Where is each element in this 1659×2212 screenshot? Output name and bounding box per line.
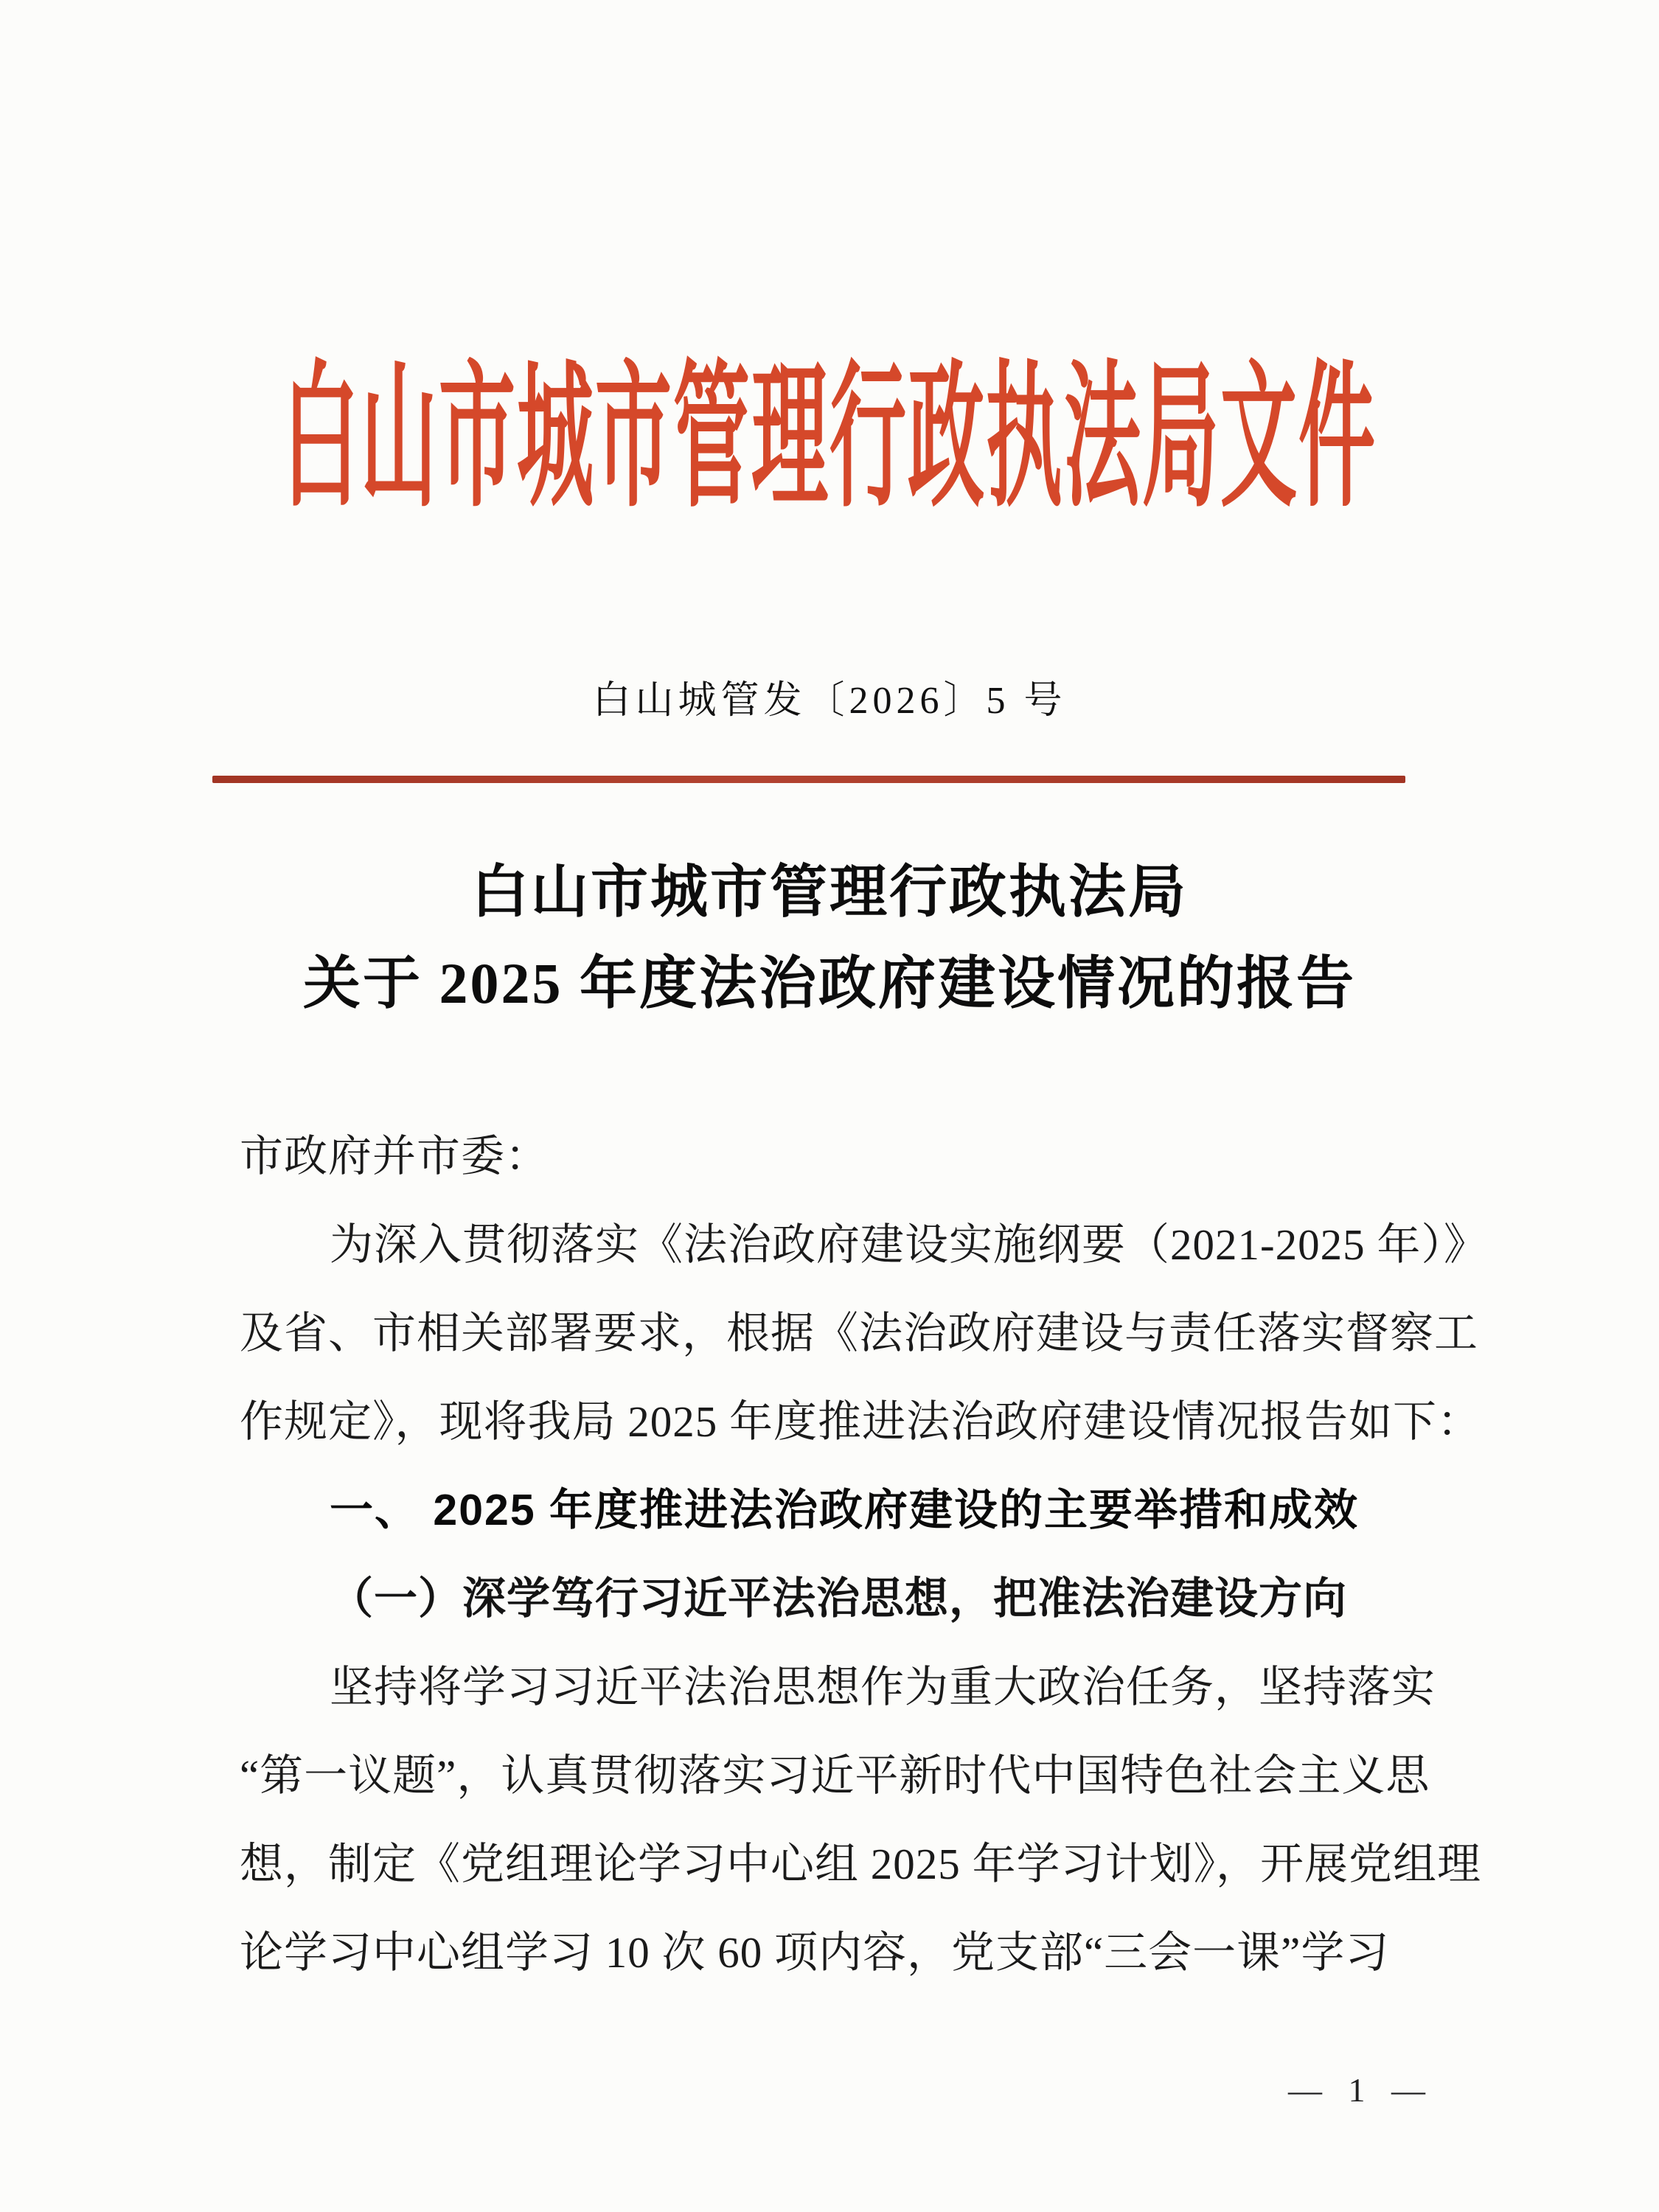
body-line: 论学习中心组学习 10 次 60 项内容，党支部“三会一课”学习 <box>240 1928 1390 1977</box>
body-line: 坚持将学习习近平法治思想作为重大政治任务，坚持落实 <box>330 1663 1436 1711</box>
document-body <box>240 1112 1488 1997</box>
body-line: 及省、市相关部署要求，根据《法治政府建设与责任落实督察工 <box>240 1309 1479 1357</box>
section-heading: 一、 2025 年度推进法治政府建设的主要举措和成效 <box>330 1486 1360 1534</box>
red-divider-line <box>212 776 1405 783</box>
document-number: 白山城管发〔2026〕5 号 <box>592 680 1067 722</box>
body-line: “第一议题”，认真贯彻落实习近平新时代中国特色社会主义思 <box>240 1751 1430 1800</box>
letterhead <box>0 352 1659 531</box>
document-title <box>0 846 1659 1029</box>
body-line: 为深入贯彻落实《法治政府建设实施纲要（2021-2025 年）》 <box>330 1220 1488 1269</box>
document-title-line2: 关于 2025 年度法治政府建设情况的报告 <box>302 951 1356 1015</box>
subsection-heading: （一）深学笃行习近平法治思想，把准法治建设方向 <box>330 1574 1348 1623</box>
body-line: 想，制定《党组理论学习中心组 2025 年学习计划》，开展党组理 <box>240 1840 1482 1888</box>
page-number: — 1 — <box>1288 2071 1434 2109</box>
body-line: 作规定》，现将我局 2025 年度推进法治政府建设情况报告如下： <box>240 1397 1482 1446</box>
document-title-line1: 白山市城市管理行政执法局 <box>470 860 1188 924</box>
salutation: 市政府并市委： <box>240 1132 550 1180</box>
letterhead-org-title: 白山市城市管理行政执法局文件 <box>282 352 1377 526</box>
